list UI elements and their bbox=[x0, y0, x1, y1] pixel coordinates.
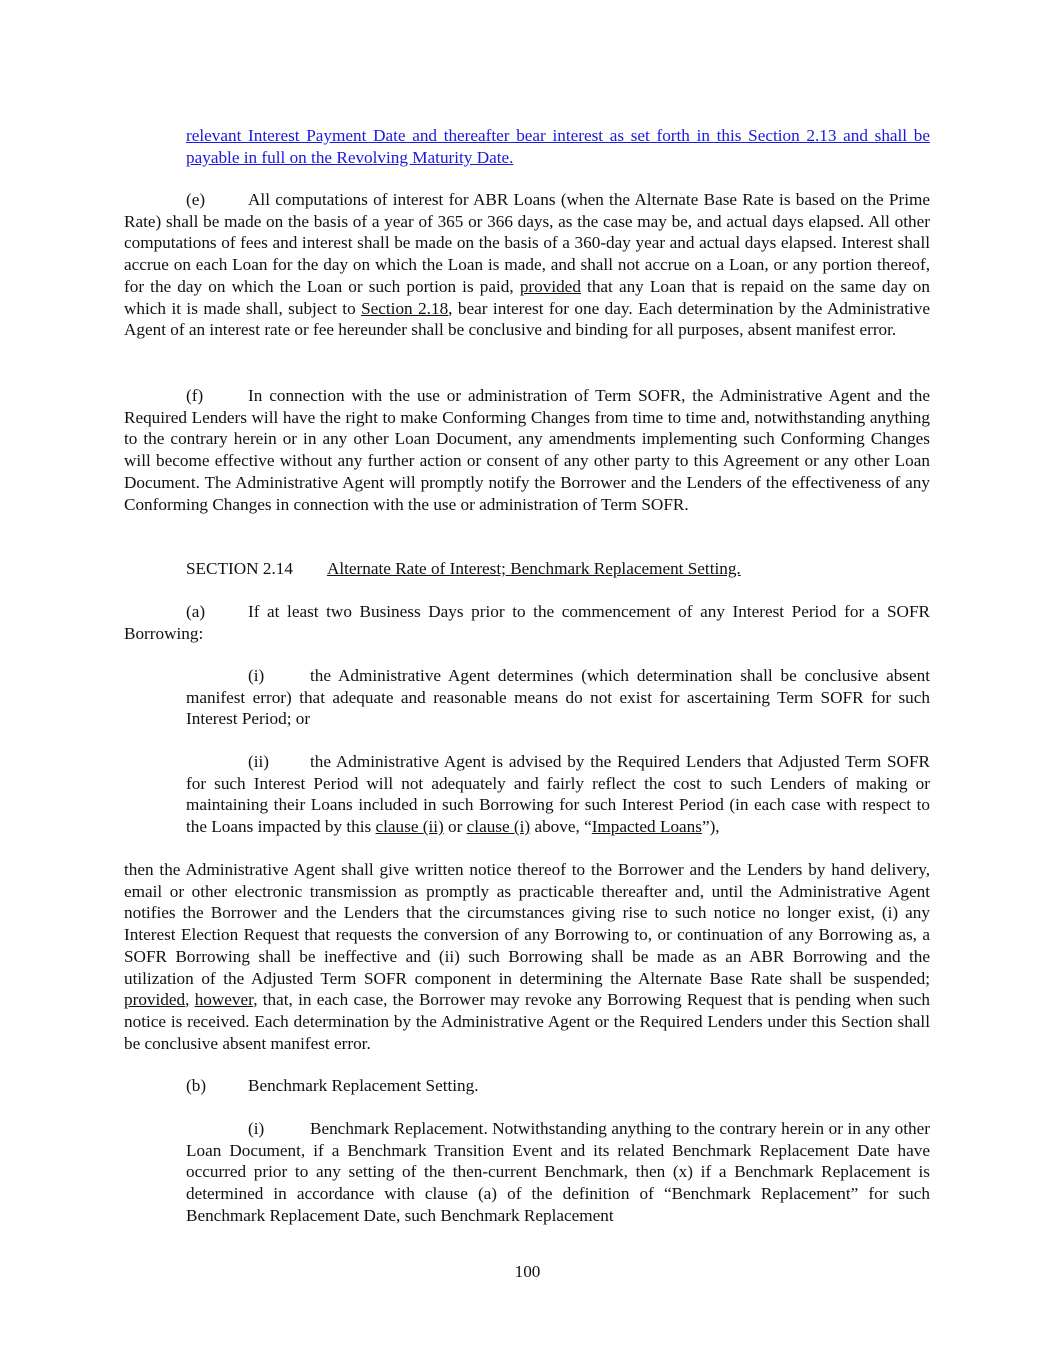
clause-i-reference: clause (i) bbox=[466, 817, 531, 837]
paragraph-a-marker: (a) bbox=[186, 602, 206, 621]
paragraph-b bbox=[124, 1075, 930, 1097]
paragraph-e bbox=[124, 189, 930, 341]
paragraph-a-text: If at least two Business Days prior to the commencement of any Interest Period for a SOFR Borrowing: bbox=[124, 602, 930, 643]
item-ii-text2: or bbox=[443, 817, 467, 837]
however-term: however bbox=[194, 990, 254, 1010]
item-b-i-text: Benchmark Replacement. Notwithstanding anything to the contrary herein or in any other Loan Document, if a Benchmark Transition Event and its related Benchmark Replacement Date have occurred prior to any setting of the then-current Benchmark, then (x) if a Benchmark Replacement is determined in accordance with clause (a) of the definition of “Benchmark Replacement” for such Benchmark Replacement Date, such Benchmark Replacement bbox=[186, 1119, 930, 1225]
item-b-i bbox=[186, 1118, 930, 1227]
item-ii-text1: the Administrative Agent is advised by the Required Lenders that Adjusted Term SOFR for such Interest Period will not adequately and fairly reflect the cost to such Lenders of making or maintaining their Loans included in such Borrowing for such Interest Period (in each case with respect to the Loans impacted by this bbox=[186, 752, 930, 837]
then-text2: , that, in each case, the Borrower may revoke any Borrowing Request that is pending when such notice is received. Each determination by the Administrative Agent or the Required Lenders under this Section shall be conclusive absent manifest error. bbox=[124, 990, 930, 1053]
clause-ii-reference: clause (ii) bbox=[375, 817, 444, 837]
then-paragraph bbox=[124, 859, 930, 1054]
item-ii-marker: (ii) bbox=[248, 752, 269, 771]
page-number: 100 bbox=[514, 1262, 541, 1281]
item-i bbox=[186, 665, 930, 730]
section-number: SECTION 2.14 bbox=[186, 559, 293, 578]
provided-term: provided bbox=[519, 276, 581, 296]
paragraph-b-marker: (b) bbox=[186, 1076, 207, 1095]
paragraph-e-text2: that any Loan that is repaid on the same day on which it is made shall, subject to bbox=[124, 276, 930, 318]
item-ii-text4: ”), bbox=[701, 817, 720, 837]
paragraph-e-marker: (e) bbox=[186, 190, 206, 209]
paragraph-f-marker: (f) bbox=[186, 386, 204, 405]
then-comma: , bbox=[185, 990, 195, 1010]
item-i-text: the Administrative Agent determines (which determination shall be conclusive absent manifest error) that adequate and reasonable means do not exist for ascertaining Term SOFR for such Interest Period; or bbox=[186, 666, 930, 729]
paragraph-a bbox=[124, 601, 930, 644]
paragraph-e-text1: All computations of interest for ABR Loans (when the Alternate Base Rate is based on the Prime Rate) shall be made on the basis of a year of 365 or 366 days, as the case may be, and actual days elapsed. All other computations of fees and interest shall be made on the basis of a 360-day year and actual days elapsed. Interest shall accrue on each Loan for the day on which the Loan is made, and shall not accrue on a Loan, or any portion thereof, for the day on which the Loan or such portion is paid, bbox=[124, 190, 930, 296]
section-2-18-reference: Section 2.18 bbox=[361, 298, 449, 318]
section-heading bbox=[124, 558, 930, 580]
impacted-loans-term: Impacted Loans bbox=[591, 817, 702, 837]
paragraph-b-text: Benchmark Replacement Setting. bbox=[248, 1076, 479, 1095]
paragraph-f-text: In connection with the use or administration of Term SOFR, the Administrative Agent and the Required Lenders will have the right to make Conforming Changes from time to time and, notwithstanding anything to the contrary herein or in any other Loan Document, any amendments implementing such Conforming Changes will become effective without any further action or consent of any other party to this Agreement or any other Loan Document. The Administrative Agent will promptly notify the Borrower and the Lenders of the effectiveness of any Conforming Changes in connection with the use or administration of Term SOFR. bbox=[124, 386, 930, 514]
then-text1: then the Administrative Agent shall give written notice thereof to the Borrower and the Lenders by hand delivery, email or other electronic transmission as promptly as practicable thereafter and, until the Administrative Agent notifies the Borrower and the Lenders that the circumstances giving rise to such notice no longer exist, (i) any Interest Election Request that requests the conversion of any Borrowing to, or continuation of any Borrowing as, a SOFR Borrowing shall be ineffective and (ii) such Borrowing shall be made as an ABR Borrowing and the utilization of the Adjusted Term SOFR component in determining the Alternate Base Rate shall be suspended; bbox=[124, 860, 930, 988]
paragraph-e-text3: , bear interest for one day. Each determination by the Administrative Agent of an interest rate or fee hereunder shall be conclusive and binding for all purposes, absent manifest error. bbox=[124, 298, 930, 340]
item-ii bbox=[186, 751, 930, 838]
provided-term-2: provided bbox=[124, 990, 186, 1010]
item-b-i-marker: (i) bbox=[248, 1119, 265, 1138]
paragraph-f bbox=[124, 385, 930, 515]
item-ii-text3: above, “ bbox=[530, 817, 592, 837]
carryover-paragraph[interactable]: relevant Interest Payment Date and thereafter bear interest as set forth in this Section 2.13 and shall be payable in full on the Revolving Maturity Date. bbox=[186, 126, 930, 167]
item-i-marker: (i) bbox=[248, 666, 265, 685]
section-title: Alternate Rate of Interest; Benchmark Replacement Setting. bbox=[326, 559, 741, 578]
